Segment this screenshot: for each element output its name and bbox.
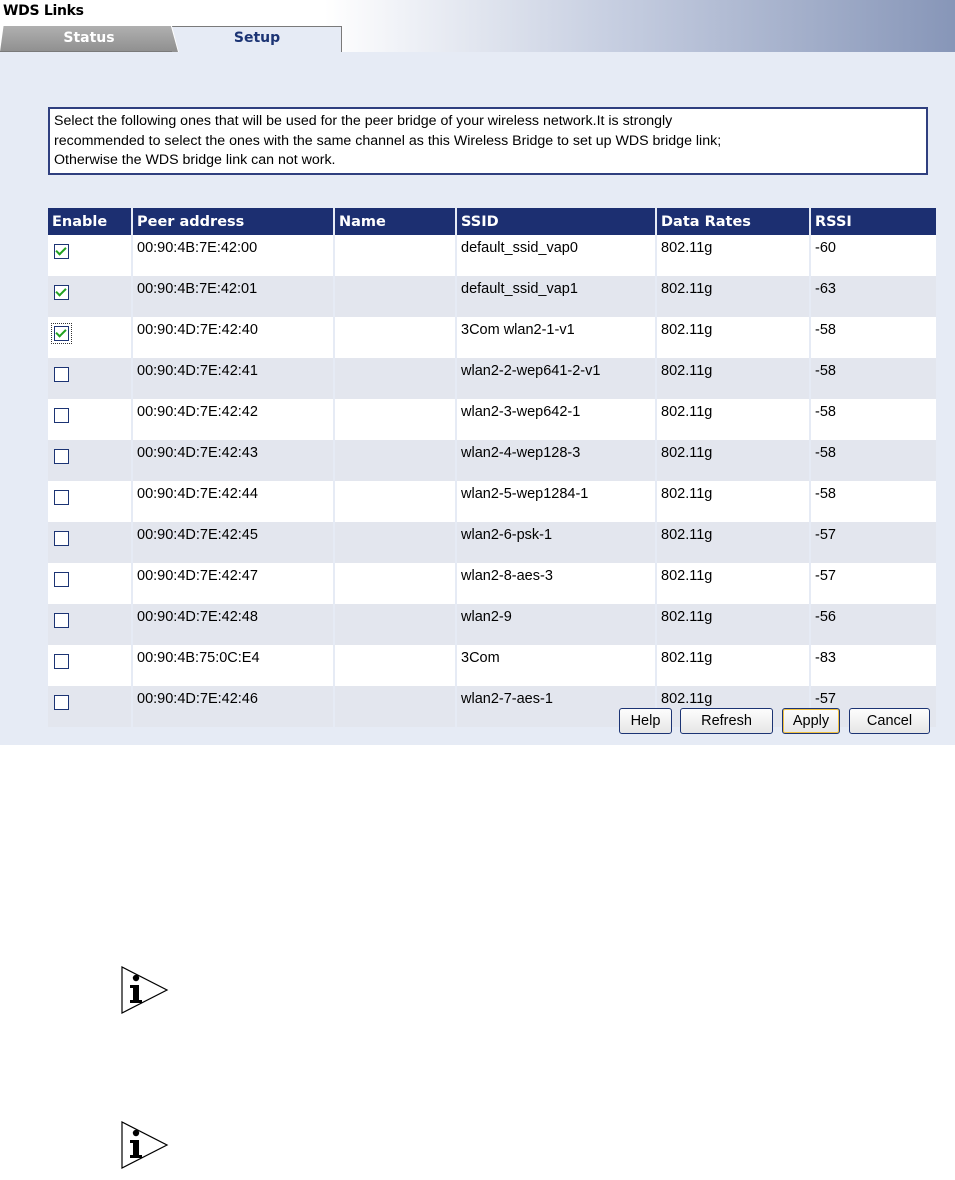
col-header-rssi: RSSI [810,208,936,235]
enable-checkbox[interactable] [54,449,69,464]
table-row [48,235,936,276]
name-cell [334,235,456,276]
name-cell [334,317,456,358]
enable-cell [48,522,132,563]
info-note-icon [120,965,170,1015]
rssi-cell: -57 [810,563,936,604]
ssid-cell: 3Com wlan2-1-v1 [456,317,656,358]
data-rate-cell: 802.11g [656,358,810,399]
col-header-data-rates: Data Rates [656,208,810,235]
ssid-cell: default_ssid_vap1 [456,276,656,317]
enable-checkbox[interactable] [54,531,69,546]
ssid-cell: wlan2-4-wep128-3 [456,440,656,481]
peer-address-cell: 00:90:4D:7E:42:42 [132,399,334,440]
peer-address-cell: 00:90:4D:7E:42:44 [132,481,334,522]
peer-address-cell: 00:90:4D:7E:42:45 [132,522,334,563]
tab-divider [0,51,172,52]
table-row [48,399,936,440]
rssi-cell: -58 [810,481,936,522]
peer-address-cell: 00:90:4D:7E:42:46 [132,686,334,727]
name-cell [334,563,456,604]
rssi-cell: -60 [810,235,936,276]
col-header-enable: Enable [48,208,132,235]
rssi-cell: -58 [810,358,936,399]
rssi-cell: -83 [810,645,936,686]
rssi-cell: -58 [810,399,936,440]
enable-checkbox[interactable] [54,285,69,300]
tab-status[interactable] [0,26,178,52]
table-row [48,317,936,358]
rssi-cell: -58 [810,317,936,358]
enable-checkbox[interactable] [54,695,69,710]
enable-checkbox[interactable] [54,367,69,382]
enable-cell [48,358,132,399]
enable-checkbox[interactable] [54,490,69,505]
name-cell [334,358,456,399]
info-note-icon [120,1120,170,1170]
tab-status-label: Status [63,30,115,46]
help-button[interactable]: Help [619,708,672,734]
enable-cell [48,276,132,317]
tab-setup-label: Setup [233,30,281,46]
data-rate-cell: 802.11g [656,604,810,645]
ssid-cell: wlan2-5-wep1284-1 [456,481,656,522]
data-rate-cell: 802.11g [656,522,810,563]
table-row [48,563,936,604]
ssid-cell: wlan2-8-aes-3 [456,563,656,604]
col-header-ssid: SSID [456,208,656,235]
ssid-cell: wlan2-7-aes-1 [456,686,656,727]
table-body [48,235,936,727]
enable-cell [48,235,132,276]
peer-address-cell: 00:90:4D:7E:42:48 [132,604,334,645]
enable-cell [48,604,132,645]
enable-checkbox[interactable] [54,326,69,341]
enable-checkbox[interactable] [54,613,69,628]
enable-checkbox[interactable] [54,408,69,423]
data-rate-cell: 802.11g [656,399,810,440]
page-title: WDS Links [3,3,84,19]
name-cell [334,686,456,727]
ssid-cell: 3Com [456,645,656,686]
data-rate-cell: 802.11g [656,686,810,727]
tab-setup[interactable] [172,26,342,52]
name-cell [334,399,456,440]
apply-button[interactable]: Apply [782,708,840,734]
name-cell [334,440,456,481]
table-row [48,522,936,563]
ssid-cell: wlan2-6-psk-1 [456,522,656,563]
data-rate-cell: 802.11g [656,481,810,522]
table-row [48,645,936,686]
table-row [48,604,936,645]
enable-cell [48,481,132,522]
name-cell [334,276,456,317]
data-rate-cell: 802.11g [656,235,810,276]
ssid-cell: wlan2-2-wep641-2-v1 [456,358,656,399]
table-header-row [48,208,936,235]
data-rate-cell: 802.11g [656,276,810,317]
rssi-cell: -57 [810,686,936,727]
data-rate-cell: 802.11g [656,563,810,604]
enable-checkbox[interactable] [54,572,69,587]
enable-cell [48,440,132,481]
peer-address-cell: 00:90:4B:7E:42:00 [132,235,334,276]
data-rate-cell: 802.11g [656,645,810,686]
wds-peer-table [48,208,936,727]
enable-cell [48,563,132,604]
name-cell [334,604,456,645]
peer-address-cell: 00:90:4B:75:0C:E4 [132,645,334,686]
table-row [48,481,936,522]
rssi-cell: -56 [810,604,936,645]
peer-address-cell: 00:90:4B:7E:42:01 [132,276,334,317]
name-cell [334,645,456,686]
rssi-cell: -57 [810,522,936,563]
enable-cell [48,686,132,727]
instructions-line: recommended to select the ones with the same channel as this Wireless Bridge to set up WDS bridge link; [54,132,722,149]
table-row [48,276,936,317]
name-cell [334,481,456,522]
peer-address-cell: 00:90:4D:7E:42:41 [132,358,334,399]
enable-cell [48,399,132,440]
peer-address-cell: 00:90:4D:7E:42:43 [132,440,334,481]
instructions-line: Otherwise the WDS bridge link can not work. [54,152,336,169]
data-rate-cell: 802.11g [656,440,810,481]
col-header-peer-address: Peer address [132,208,334,235]
enable-checkbox[interactable] [54,244,69,259]
instructions-box [48,107,928,175]
enable-checkbox[interactable] [54,654,69,669]
rssi-cell: -58 [810,440,936,481]
peer-address-cell: 00:90:4D:7E:42:40 [132,317,334,358]
instructions-line: Select the following ones that will be used for the peer bridge of your wireless network.It is strongly [54,113,673,129]
table-row [48,358,936,399]
name-cell [334,522,456,563]
enable-cell [48,645,132,686]
refresh-button[interactable]: Refresh [680,708,773,734]
table-row [48,440,936,481]
rssi-cell: -63 [810,276,936,317]
peer-address-cell: 00:90:4D:7E:42:47 [132,563,334,604]
enable-cell [48,317,132,358]
data-rate-cell: 802.11g [656,317,810,358]
ssid-cell: wlan2-3-wep642-1 [456,399,656,440]
ssid-cell: wlan2-9 [456,604,656,645]
cancel-button[interactable]: Cancel [849,708,930,734]
col-header-name: Name [334,208,456,235]
ssid-cell: default_ssid_vap0 [456,235,656,276]
title-bar [0,0,955,52]
